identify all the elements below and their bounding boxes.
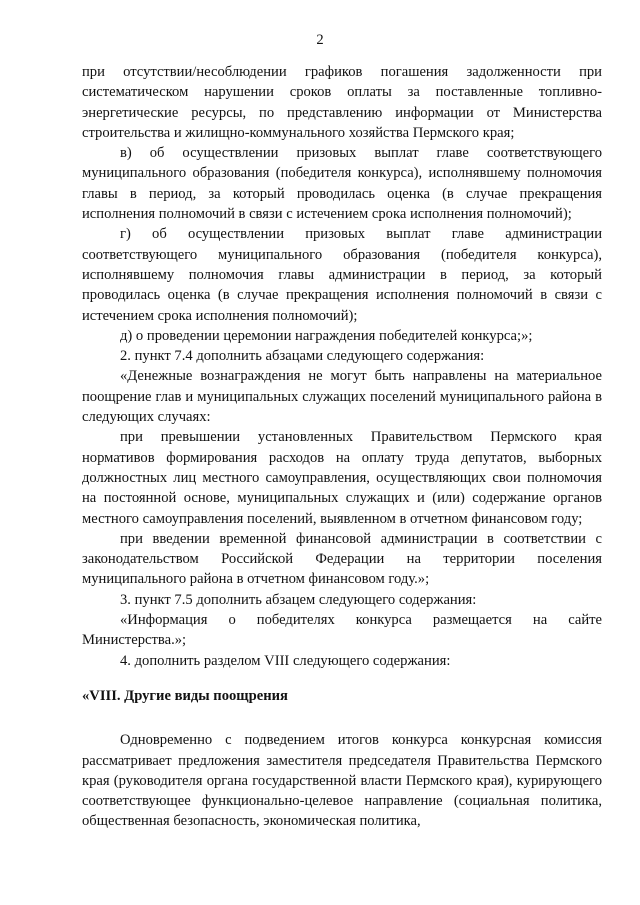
paragraph-rewards-restriction: «Денежные вознаграждения не могут быть направлены на материальное поощрение глав и муниципальных служащих поселений муниципального района в следующих случаях:	[82, 368, 602, 426]
paragraph-clause-7-4: 2. пункт 7.4 дополнить абзацами следующего содержания:	[120, 348, 485, 365]
paragraph-debt-schedule: при отсутствии/несоблюдении графиков погашения задолженности при систематическом нарушении сроков оплаты за поставленные топливно-энергетические ресурсы, по представлению информации от Министерства строительства и жилищно-коммунального хозяйства Пермского края;	[82, 64, 602, 141]
document-body	[82, 62, 602, 832]
paragraph-item-d: д) о проведении церемонии награждения победителей конкурса;»;	[120, 327, 533, 344]
paragraph-norms-exceeded: при превышении установленных Правительством Пермского края нормативов формирования расходов на оплату труда депутатов, выборных должностных лиц местного самоуправления, осуществляющих свои полномочия на постоянной основе, муниципальных служащих и (или) содержание органов местного самоуправления поселений, выявленном в отчетном финансовом году;	[82, 429, 602, 527]
paragraph-winners-info: «Информация о победителях конкурса размещается на сайте Министерства.»;	[82, 612, 602, 649]
paragraph-section-viii: 4. дополнить разделом VIII следующего содержания:	[120, 652, 451, 669]
paragraph-item-g: г) об осуществлении призовых выплат главе администрации соответствующего муниципального образования (победителя конкурса), исполнявшему полномочия главы администрации в период, за который проводилась оценка (в случае прекращения исполнения полномочий в связи с истечением срока исполнения полномочий);	[82, 226, 602, 324]
paragraph-clause-7-5: 3. пункт 7.5 дополнить абзацем следующего содержания:	[120, 591, 477, 608]
section-heading: «VIII. Другие виды поощрения	[82, 687, 288, 704]
page-number: 2	[316, 32, 324, 48]
paragraph-temporary-administration: при введении временной финансовой администрации в соответствии с законодательством Российской Федерации на территории поселения муниципального района в отчетном финансовом году.»;	[82, 530, 602, 588]
paragraph-closing: Одновременно с подведением итогов конкурса конкурсная комиссия рассматривает предложения заместителя председателя Правительства Пермского края (руководителя органа государственной власти Пермского края), курирующего соответствующее функционально-целевое направление (социальная политика, общественная безопасность, экономическая политика,	[82, 732, 602, 830]
paragraph-item-v: в) об осуществлении призовых выплат главе соответствующего муниципального образования (победителя конкурса), исполнявшему полномочия главы в период, за который проводилась оценка (в случае прекращения исполнения полномочий в связи с истечением срока исполнения полномочий);	[82, 145, 602, 223]
